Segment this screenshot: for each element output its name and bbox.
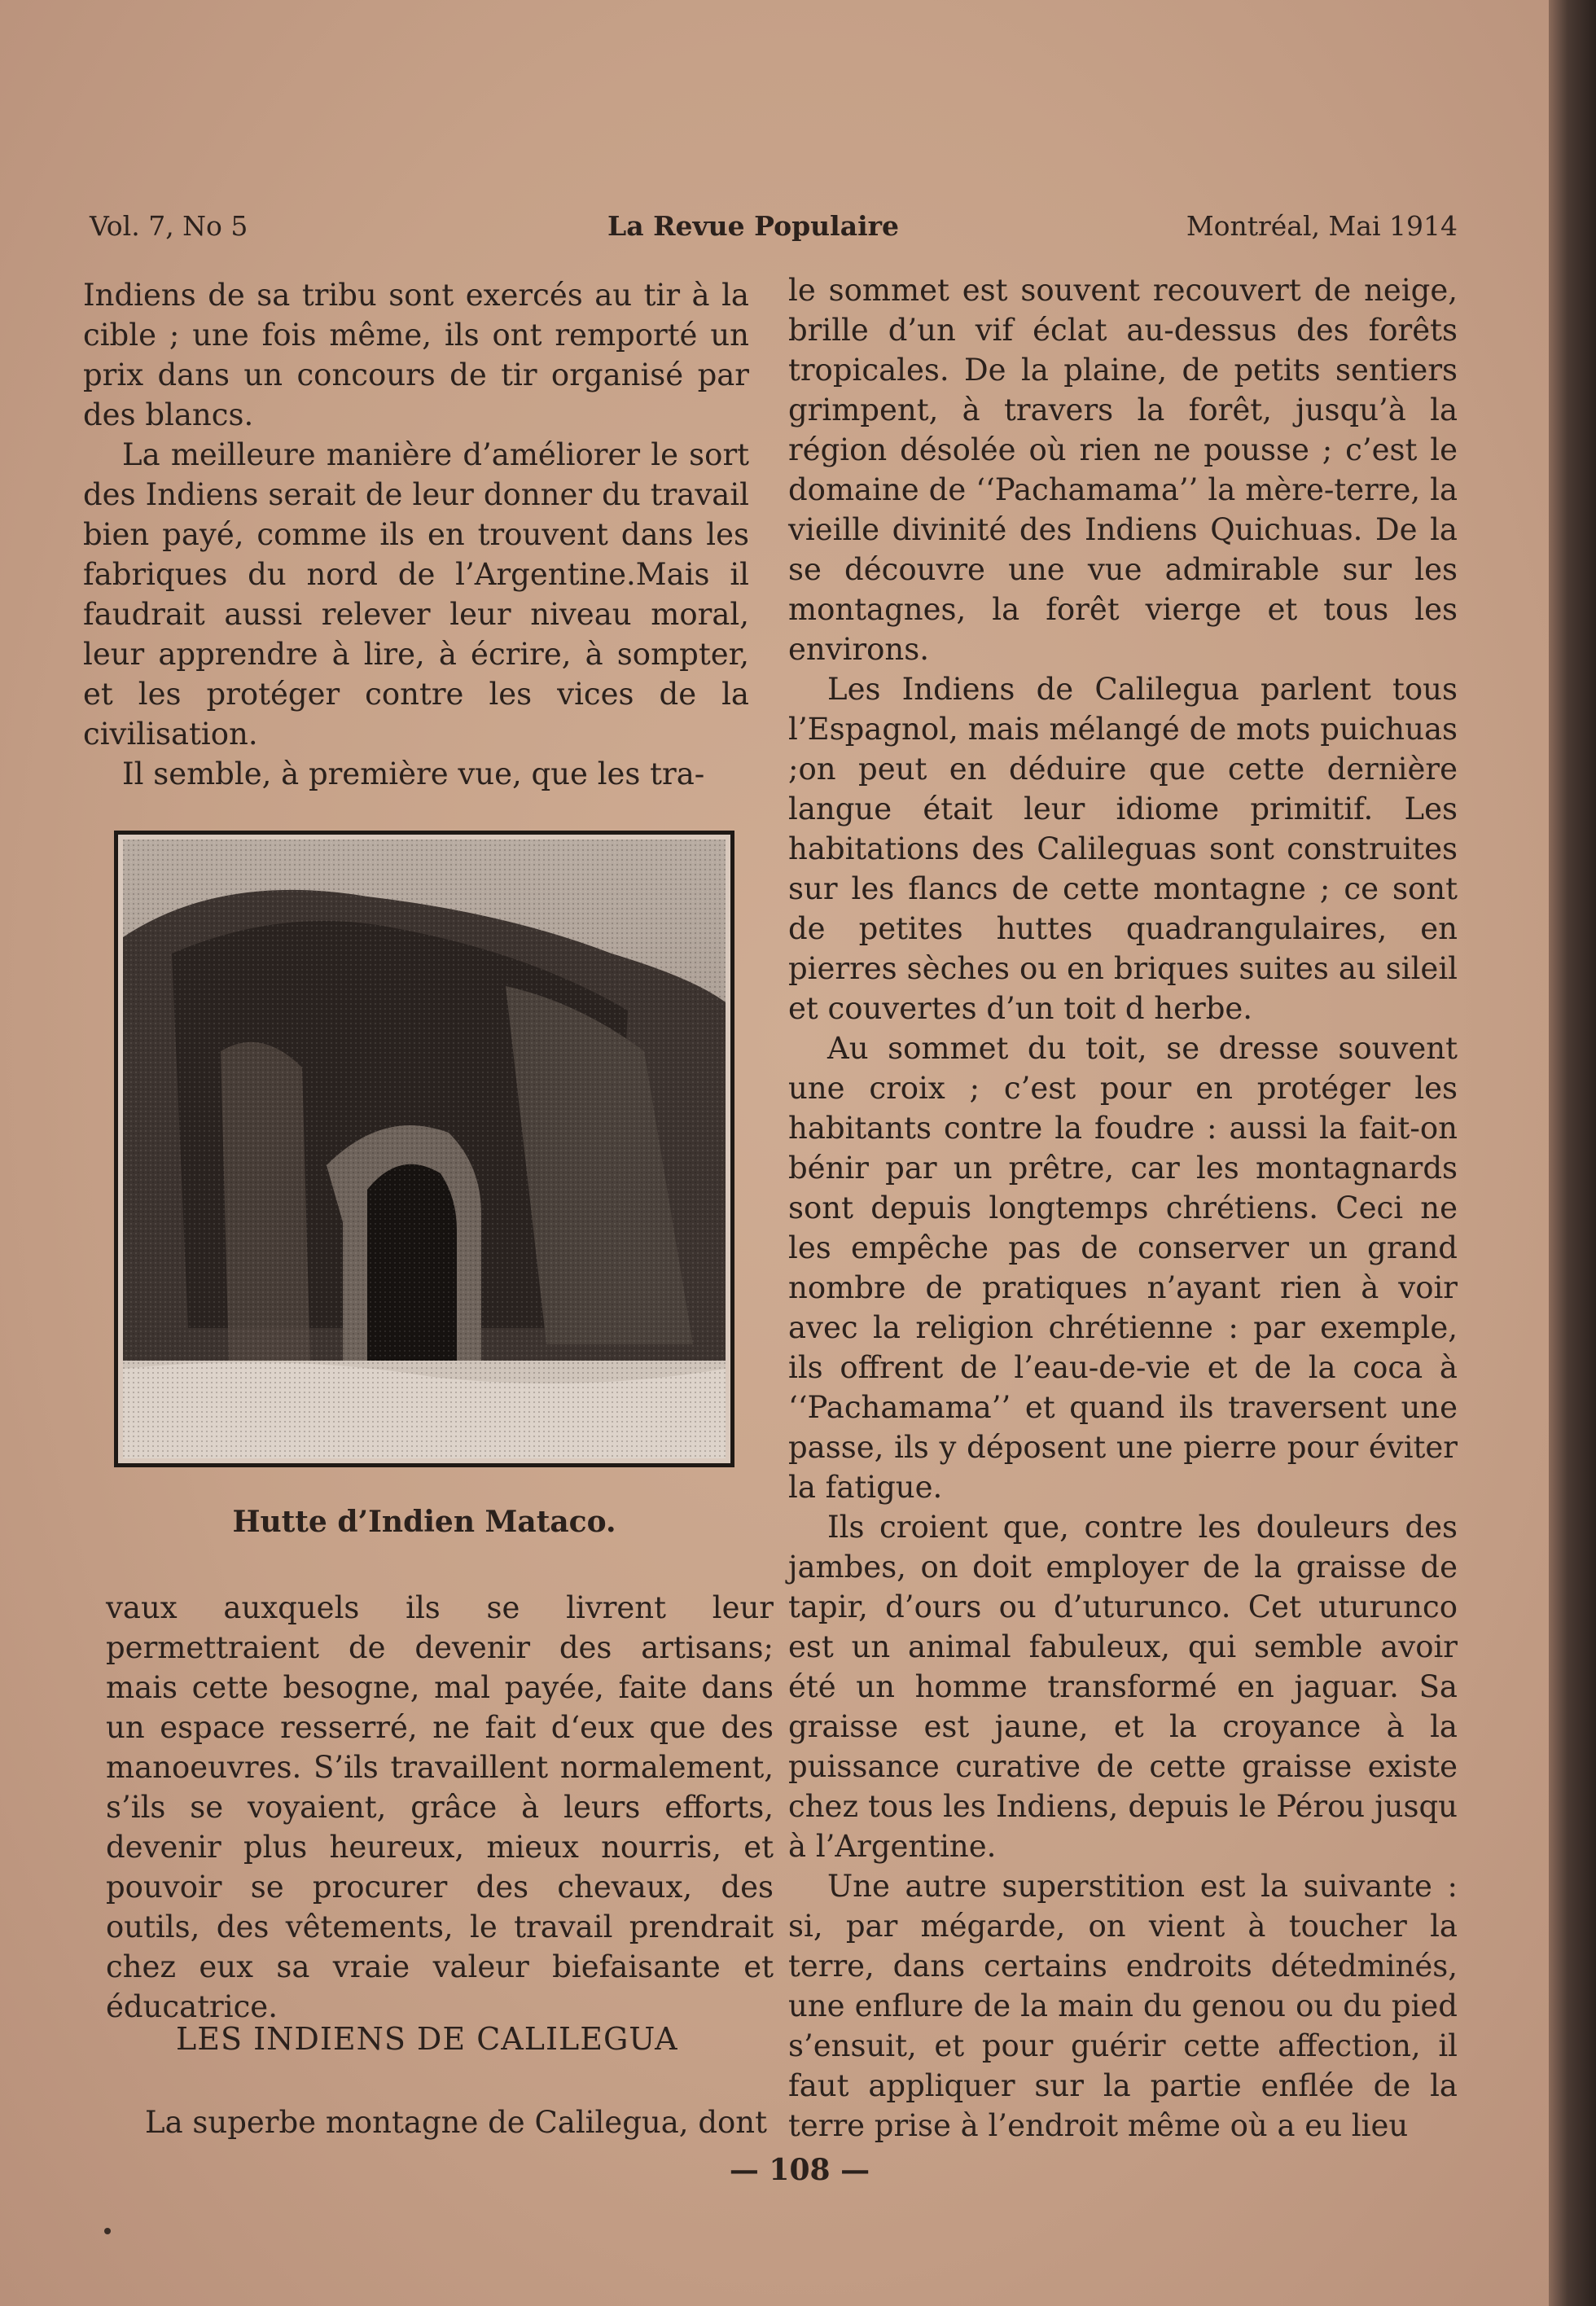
volume-number: Vol. 7, No 5 [90,210,248,242]
hut-photograph [114,831,734,1467]
page-number: — 108 — [729,2153,870,2187]
section-heading: LES INDIENS DE CALILEGUA [176,2021,678,2057]
magazine-title: La Revue Populaire [607,210,899,242]
right-column [788,270,1458,2146]
paragraph: Au sommet du toit, se dresse souvent une croix ; c’est pour en protéger les habitants contre la foudre : aussi la fait-on bénir par un prêtre, car les montagnards sont depuis longtemps chrétiens. Ceci ne les empêche pas de conserver un grand nombre de pratiques n’ayant rien à voir avec la religion chrétienne : par exemple, ils offrent de l’eau-de-vie et de la coca à ‘‘Pachamama’’ et quand ils traversent une passe, ils y déposent une pierre pour éviter la fatigue. [788,1031,1458,1505]
page-binding-edge [1549,0,1596,2306]
figure-caption: Hutte d’Indien Mataco. [232,1505,616,1539]
running-header [90,210,1458,251]
ink-spot-icon [104,2228,111,2234]
paragraph: Une autre superstition est la suivante : si, par mégarde, on vient à toucher la terre, dans certains endroits détedminés, une enflure de la main du genou ou du pied s’ensuit, et pour guérir cette affection, il faut appliquer sur la partie enflée de la terre prise à l’endroit même où a eu lieu [788,1869,1458,2143]
left-column-top [83,275,749,794]
paragraph: Les Indiens de Calilegua parlent tous l’Espagnol, mais mélangé de mots puichuas ;on peut en déduire que cette dernière langue était leur idiome primitif. Les habitations des Calileguas sont construites sur les flancs de cette montagne ; ce sont de petites huttes quadrangulaires, en pierres sèches ou en briques suites au sileil et couvertes d’un toit d herbe. [788,672,1458,1026]
paragraph: Ils croient que, contre les douleurs des jambes, on doit employer de la graisse de tapir, d’ours ou d’uturunco. Cet uturunco est un animal fabuleux, qui semble avoir été un homme transformé en jaguar. Sa graisse est jaune, et la croyance à la puissance curative de cette graisse existe chez tous les Indiens, depuis le Pérou jusqu à l’Argentine. [788,1510,1458,1864]
left-column-bottom [106,1588,774,2027]
section-first-line: La superbe montagne de Calilegua, dont [145,2105,767,2140]
paragraph: Indiens de sa tribu sont exercés au tir à la cible ; une fois même, ils ont remporté un prix dans un concours de tir organisé par des blancs. [83,278,749,432]
paragraph: La meilleure manière d’améliorer le sort des Indiens serait de leur donner du travail bien payé, comme ils en trouvent dans les fabriques du nord de l’Argentine.Mais il faudrait aussi relever leur niveau moral, leur apprendre à lire, à écrire, à sompter, et les protéger contre les vices de la civilisation. [83,437,749,752]
place-date: Montréal, Mai 1914 [1186,210,1458,242]
paragraph: vaux auxquels ils se livrent leur permettraient de devenir des artisans; mais cette besogne, mal payée, faite dans un espace resserré, ne fait d‘eux que des manoeuvres. S’ils travaillent normalement, s’ils se voyaient, grâce à leurs efforts, devenir plus heureux, mieux nourris, et pouvoir se procurer des chevaux, des outils, des vêtements, le travail prendrait chez eux sa vraie valeur biefaisante et éducatrice. [106,1590,774,2024]
paragraph: Il semble, à première vue, que les tra- [122,756,705,791]
paragraph: le sommet est souvent recouvert de neige, brille d’un vif éclat au-dessus des forêts tropicales. De la plaine, de petits sentiers grimpent, à travers la forêt, jusqu’à la région désolée où rien ne pousse ; c’est le domaine de ‘‘Pachamama’’ la mère-terre, la vieille divinité des Indiens Quichuas. De la se découvre une vue admirable sur les montagnes, la forêt vierge et tous les environs. [788,273,1458,667]
hut-image [123,840,726,1458]
